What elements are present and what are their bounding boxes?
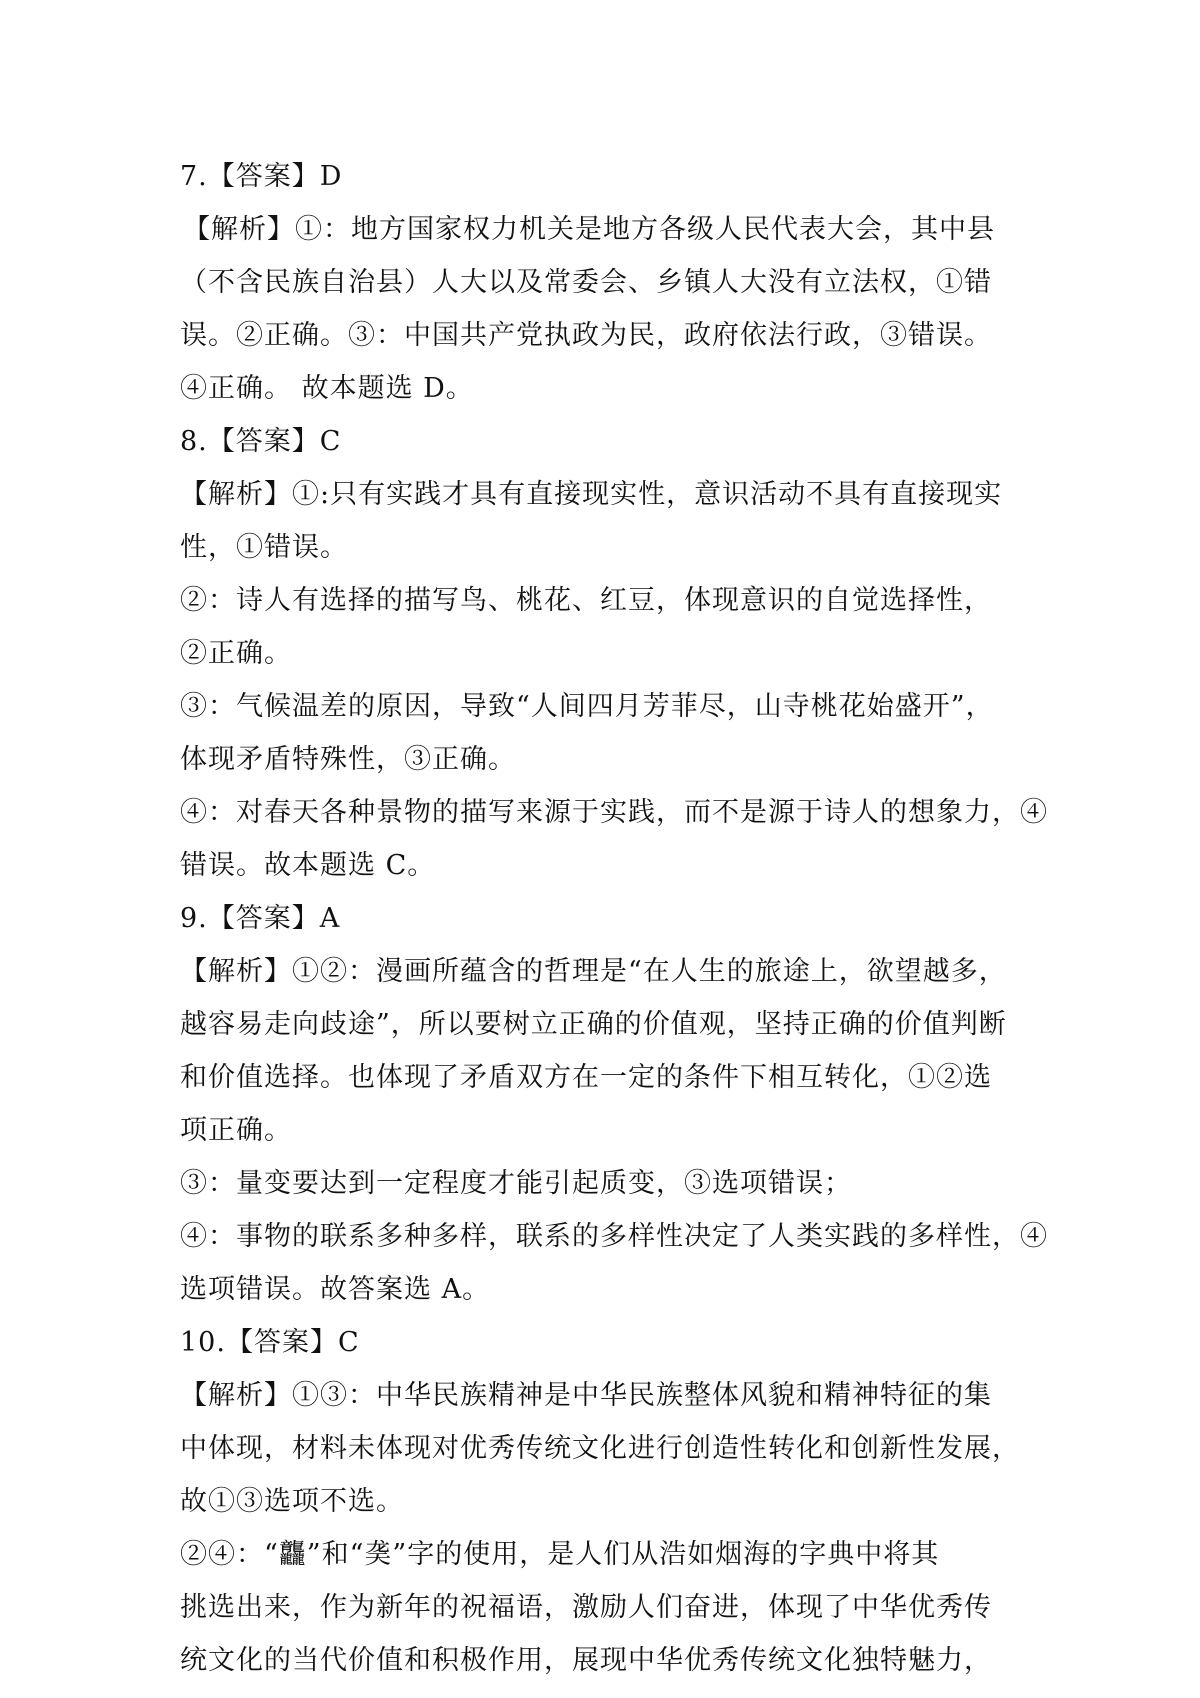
analysis-8-line-2: 性，①错误。 — [180, 532, 348, 563]
answer-10-heading: 10.【答案】C — [180, 1327, 360, 1358]
analysis-10-line-4: ②④：“龘”和“䶮”字的使用，是人们从浩如烟海的字典中将其 — [180, 1539, 940, 1570]
analysis-10-line-3: 故①③选项不选。 — [180, 1486, 404, 1517]
analysis-8-line-6: 体现矛盾特殊性，③正确。 — [180, 744, 516, 775]
analysis-8-line-1: 【解析】①:只有实践才具有直接现实性，意识活动不具有直接现实 — [180, 479, 1003, 510]
analysis-9-line-4: 项正确。 — [180, 1115, 292, 1146]
analysis-9-line-2: 越容易走向歧途”，所以要树立正确的价值观，坚持正确的价值判断 — [180, 1009, 1007, 1040]
analysis-9-line-3: 和价值选择。也体现了矛盾双方在一定的条件下相互转化，①②选 — [180, 1062, 992, 1093]
analysis-9-line-5: ③：量变要达到一定程度才能引起质变，③选项错误； — [180, 1168, 852, 1199]
analysis-8-line-4: ②正确。 — [180, 638, 292, 669]
analysis-10-line-2: 中体现，材料未体现对优秀传统文化进行创造性转化和创新性发展， — [180, 1433, 1020, 1464]
analysis-9-line-1: 【解析】①②：漫画所蕴含的哲理是“在人生的旅途上，欲望越多， — [180, 956, 1007, 987]
answer-explanation-text — [180, 150, 1080, 1687]
analysis-10-line-1: 【解析】①③：中华民族精神是中华民族整体风貌和精神特征的集 — [180, 1380, 992, 1411]
analysis-8-line-7: ④：对春天各种景物的描写来源于实践，而不是源于诗人的想象力，④ — [180, 797, 1048, 828]
analysis-8-line-8: 错误。故本题选 C。 — [180, 850, 436, 881]
analysis-9-line-7: 选项错误。故答案选 A。 — [180, 1274, 491, 1305]
analysis-7-line-2: （不含民族自治县）人大以及常委会、乡镇人大没有立法权，①错 — [180, 267, 992, 298]
analysis-7-line-3: 误。②正确。③：中国共产党执政为民，政府依法行政，③错误。 — [180, 320, 992, 351]
answer-9-heading: 9.【答案】A — [180, 903, 341, 934]
analysis-10-line-6: 统文化的当代价值和积极作用，展现中华优秀传统文化独特魅力， — [180, 1645, 992, 1676]
analysis-9-line-6: ④：事物的联系多种多样，联系的多样性决定了人类实践的多样性，④ — [180, 1221, 1048, 1252]
analysis-8-line-3: ②：诗人有选择的描写鸟、桃花、红豆，体现意识的自觉选择性， — [180, 585, 992, 616]
answer-8-heading: 8.【答案】C — [180, 426, 342, 457]
answer-7-heading: 7.【答案】D — [180, 161, 343, 192]
analysis-10-line-5: 挑选出来，作为新年的祝福语，激励人们奋进，体现了中华优秀传 — [180, 1592, 992, 1623]
analysis-8-line-5: ③：气候温差的原因，导致“人间四月芳菲尽，山寺桃花始盛开”， — [180, 691, 994, 722]
analysis-7-line-1: 【解析】①：地方国家权力机关是地方各级人民代表大会，其中县 — [183, 214, 995, 245]
analysis-7-line-4: ④正确。 故本题选 D。 — [180, 373, 474, 404]
